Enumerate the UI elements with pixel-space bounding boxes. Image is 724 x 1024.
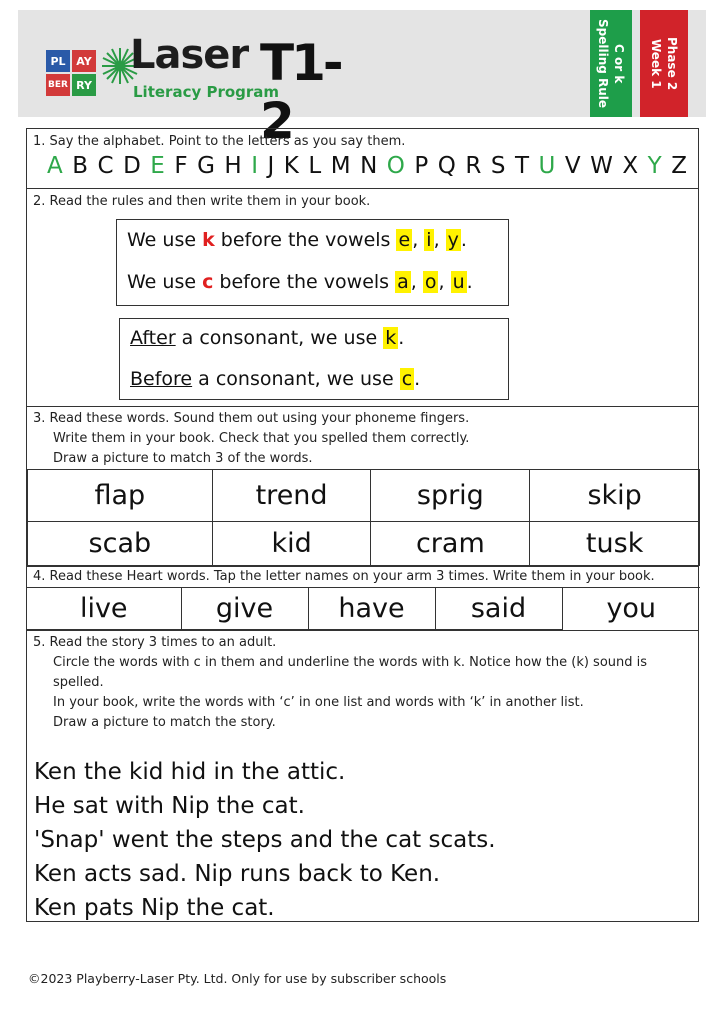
rule-text: before the vowels: [214, 229, 397, 251]
rule-text: before the vowels: [213, 271, 396, 293]
rule-text: a consonant, we use: [192, 368, 400, 390]
logo-word: Laser: [130, 32, 249, 78]
instruction-block: [27, 631, 698, 733]
letter-highlight: k: [385, 327, 397, 349]
section-words: [27, 407, 698, 567]
period: .: [398, 327, 405, 349]
alphabet-letter: B: [72, 153, 89, 179]
instruction-line: In your book, write the words with ‘c’ in one list and words with ‘k’ in another list.: [53, 695, 584, 710]
period: .: [466, 271, 473, 293]
word-cell: kid: [212, 522, 371, 566]
alphabet-letter: V: [564, 153, 581, 179]
underlined-word: After: [130, 327, 176, 349]
puzzle-piece: RY: [72, 74, 96, 96]
separator: ,: [433, 229, 446, 251]
copyright-footer: ©2023 Playberry-Laser Pty. Ltd. Only for use by subscriber schools: [28, 971, 447, 986]
story-line: Ken pats Nip the cat.: [34, 895, 275, 921]
story-text: [34, 755, 496, 925]
vowel-highlight: e: [398, 229, 411, 251]
heart-words-table: [27, 587, 700, 630]
separator: ,: [438, 271, 451, 293]
word-cell: have: [308, 588, 435, 630]
letter-highlight: c: [401, 368, 413, 390]
alphabet-letter: I: [251, 153, 258, 179]
section-heart-words: [27, 567, 698, 631]
separator: ,: [412, 229, 425, 251]
instruction: 5. Read the story 3 times to an adult.: [33, 635, 277, 650]
vowel-highlight: y: [447, 229, 459, 251]
rule-letter-k: k: [202, 229, 215, 251]
vowel-highlight: u: [452, 271, 465, 293]
instruction-line: Draw a picture to match the story.: [53, 715, 276, 730]
section-story: [27, 631, 698, 921]
rule-text: a consonant, we use: [175, 327, 384, 349]
puzzle-piece: PL: [46, 50, 70, 72]
table-row: [28, 470, 700, 522]
alphabet-letter: R: [465, 153, 482, 179]
instruction: 2. Read the rules and then write them in your book.: [33, 194, 371, 209]
spelling-rule-tab: [590, 10, 632, 117]
word-cell: sprig: [371, 470, 530, 522]
alphabet-letter: U: [538, 153, 556, 179]
word-cell: you: [562, 588, 700, 630]
alphabet-letter: M: [330, 153, 351, 179]
word-cell: flap: [28, 470, 213, 522]
alphabet-letter: S: [490, 153, 506, 179]
instruction: 1. Say the alphabet. Point to the letters as you say them.: [33, 134, 406, 149]
table-row: [28, 522, 700, 566]
words-table: [27, 469, 700, 566]
story-line: 'Snap' went the steps and the cat scats.: [34, 827, 496, 853]
rule-c-line: [127, 271, 473, 293]
story-line: He sat with Nip the cat.: [34, 793, 305, 819]
period: .: [414, 368, 421, 390]
tab-line: C or k: [612, 43, 626, 84]
alphabet-letter: H: [224, 153, 242, 179]
rule-k-line: [127, 229, 467, 251]
alphabet-letter: Y: [647, 153, 662, 179]
word-cell: skip: [530, 470, 700, 522]
word-cell: cram: [371, 522, 530, 566]
alphabet-letter: K: [283, 153, 299, 179]
level-label: T1-2: [260, 34, 341, 150]
rule-text: We use: [127, 229, 203, 251]
word-cell: tusk: [530, 522, 700, 566]
consonant-rule-box: [119, 318, 509, 400]
alphabet-letter: Z: [671, 153, 687, 179]
word-cell: live: [27, 588, 181, 630]
logo-subtitle: Literacy Program: [133, 83, 280, 101]
vowel-highlight: a: [397, 271, 409, 293]
period: .: [460, 229, 467, 251]
alphabet-letter: E: [150, 153, 165, 179]
alphabet-letter: D: [123, 153, 141, 179]
puzzle-logo-icon: [46, 50, 98, 98]
rule-text: We use: [127, 271, 203, 293]
alphabet-letter: G: [197, 153, 215, 179]
vowel-highlight: o: [424, 271, 437, 293]
rule-letter-c: c: [202, 271, 214, 293]
alphabet-letter: X: [622, 153, 639, 179]
tab-line: Spelling Rule: [596, 18, 610, 109]
alphabet-letter: T: [514, 153, 530, 179]
underlined-word: Before: [130, 368, 193, 390]
alphabet-row: [47, 153, 687, 179]
word-cell: said: [435, 588, 562, 630]
vowel-rule-box: [116, 219, 509, 306]
phase-week-tab: [640, 10, 688, 117]
alphabet-letter: N: [360, 153, 378, 179]
instruction-line: spelled.: [53, 675, 104, 690]
alphabet-letter: P: [414, 153, 429, 179]
tab-line: Week 1: [649, 38, 663, 89]
alphabet-letter: O: [386, 153, 405, 179]
word-cell: trend: [212, 470, 371, 522]
puzzle-piece: AY: [72, 50, 96, 72]
vowel-highlight: i: [426, 229, 432, 251]
alphabet-letter: L: [308, 153, 322, 179]
word-cell: give: [181, 588, 308, 630]
alphabet-letter: F: [174, 153, 188, 179]
alphabet-letter: W: [590, 153, 613, 179]
instruction-line: Circle the words with c in them and underline the words with k. Notice how the (k) sound is: [53, 655, 648, 670]
alphabet-letter: Q: [437, 153, 456, 179]
story-line: Ken acts sad. Nip runs back to Ken.: [34, 861, 441, 887]
alphabet-letter: A: [47, 153, 63, 179]
word-cell: scab: [28, 522, 213, 566]
instruction-line: Write them in your book. Check that you spelled them correctly.: [53, 431, 470, 446]
instruction-line: Draw a picture to match 3 of the words.: [53, 451, 313, 466]
instruction-block: [27, 407, 698, 469]
instruction: 3. Read these words. Sound them out using your phoneme fingers.: [33, 411, 470, 426]
alphabet-letter: J: [267, 153, 275, 179]
rule-after-line: [130, 327, 404, 349]
rule-before-line: [130, 368, 420, 390]
worksheet: [26, 128, 699, 922]
story-line: Ken the kid hid in the attic.: [34, 759, 346, 785]
table-row: [27, 588, 700, 630]
tab-line: Phase 2: [665, 36, 679, 91]
section-rules: [27, 189, 698, 407]
instruction: 4. Read these Heart words. Tap the letter names on your arm 3 times. Write them in your book.: [33, 569, 655, 584]
section-alphabet: [27, 129, 698, 189]
separator: ,: [410, 271, 423, 293]
puzzle-piece: BER: [46, 74, 70, 96]
alphabet-letter: C: [97, 153, 114, 179]
